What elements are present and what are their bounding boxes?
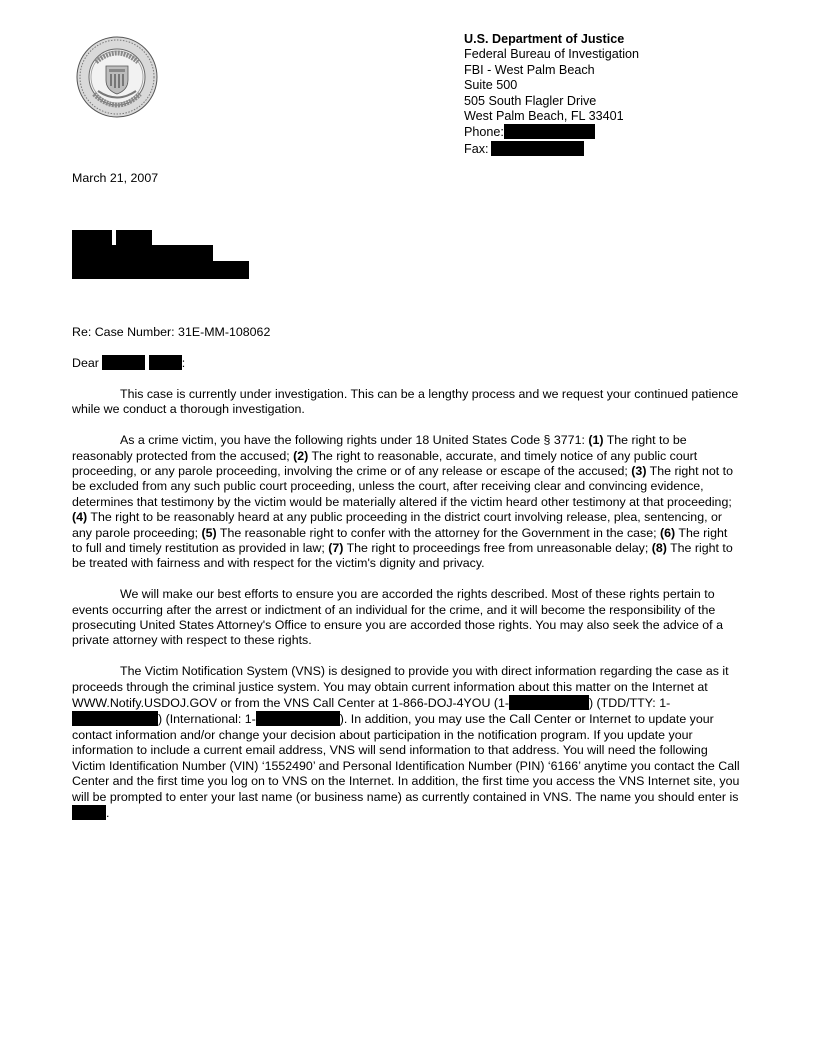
right-text: The right to reasonable, accurate, and timely notice of any public court proceeding, or any parole proceeding, involving the crime or of any release or escape of the accused; xyxy=(72,448,698,479)
letter-date: March 21, 2007 xyxy=(72,171,159,185)
right-text: The reasonable right to confer with the attorney for the Government in the case; xyxy=(216,525,661,540)
phone-line xyxy=(464,124,639,140)
right-number: (8) xyxy=(651,541,667,556)
vns-text: The Victim Notification System (VNS) is designed to provide you with direct information regarding the case as it proceeds through the criminal justice system. You may obtain current information about this matter on the Internet at WWW.Notify.USDOJ.GOV or from the VNS Call Center at 1-866-DOJ-4YOU (1- xyxy=(72,664,729,711)
right-text: The right to proceedings free from unreasonable delay; xyxy=(343,541,652,556)
right-number: (6) xyxy=(660,525,676,540)
right-text: The right to be reasonably protected from the accused; xyxy=(72,433,687,463)
vns-text: ) (TDD/TTY: 1- xyxy=(588,696,671,711)
right-number: (3) xyxy=(631,464,647,479)
right-text: The right to be reasonably heard at any public proceeding in the district court involving release, plea, sentencing, or any parole proceeding; xyxy=(72,510,722,540)
city-line: West Palm Beach, FL 33401 xyxy=(464,109,624,124)
redacted-number xyxy=(509,695,589,710)
right-number: (7) xyxy=(328,541,344,556)
redaction-bar xyxy=(116,230,152,246)
paragraph-vns xyxy=(72,664,740,821)
right-text: The right to be treated with fairness and with respect for the victim's dignity and privacy. xyxy=(72,541,733,571)
fbi-seal-logo xyxy=(76,36,158,118)
case-reference: Re: Case Number: 31E-MM-108062 xyxy=(72,325,271,339)
redacted-recipient-address xyxy=(72,230,252,280)
phone-label: Phone: xyxy=(464,125,504,140)
right-number: (1) xyxy=(588,433,604,448)
redacted-first-name xyxy=(102,355,145,370)
street-line: 505 South Flagler Drive xyxy=(464,93,597,108)
right-number: (5) xyxy=(201,525,217,540)
fax-label: Fax: xyxy=(464,141,489,156)
salutation xyxy=(72,355,185,370)
right-number: (2) xyxy=(293,448,309,463)
right-text: The right to full and timely restitution as provided in law; xyxy=(72,525,728,556)
paragraph-best-efforts: We will make our best efforts to ensure you are accorded the rights described. Most of these rights pertain to events occurring after the arrest or indictment of an individual for the crime, and it will become the responsibility of the prosecuting United States Attorney's Office to ensure you are accorded those rights. You may also seek the advice of a private attorney with respect to these rights. xyxy=(72,587,723,648)
paragraph-investigation: This case is currently under investigation. This can be a lengthy process and we request your continued patience while we conduct a thorough investigation. xyxy=(72,387,739,417)
salutation-prefix: Dear xyxy=(72,356,99,370)
redacted-vns-name xyxy=(72,805,106,820)
fax-line xyxy=(464,141,639,157)
redaction-bar xyxy=(72,245,213,262)
right-number: (4) xyxy=(72,510,88,525)
salutation-suffix: : xyxy=(181,356,186,370)
redacted-tdd-number xyxy=(72,711,158,726)
right-text: The right not to be excluded from any such public court proceeding, unless the court, after receiving clear and convincing evidence, determines that testimony by the victim would be materially altered if the victim heard other testimony at that proceeding; xyxy=(72,464,734,509)
redacted-fax xyxy=(491,141,584,156)
redaction-bar xyxy=(72,261,249,279)
suite-line: Suite 500 xyxy=(464,78,518,93)
redacted-last-name xyxy=(149,355,182,370)
redacted-international-number xyxy=(256,711,340,726)
redacted-phone xyxy=(504,124,595,139)
letter-body xyxy=(72,387,740,837)
vns-text: ). In addition, you may use the Call Center or Internet to update your contact information and/or change your decision about participation in the notification program. If you update your information to include a current email address, VNS will send information to that address. You will need the following Victim Identification Number (VIN) ‘1552490’ and Personal Identification Number (PIN) ‘6166’ anytime you contact the Call Center and the first time you log on to VNS on the Internet. In addition, the first time you access the VNS Internet site, you will be prompted to enter your last name (or business name) as currently contained in VNS. The name you should enter is xyxy=(72,712,740,804)
paragraph-victim-rights xyxy=(72,433,740,572)
bureau-name: Federal Bureau of Investigation xyxy=(464,47,640,62)
redaction-bar xyxy=(72,230,112,246)
vns-text: ) (International: 1- xyxy=(158,712,256,727)
vns-text: . xyxy=(106,805,110,820)
letterhead xyxy=(464,32,639,157)
department-name: U.S. Department of Justice xyxy=(464,32,625,46)
rights-intro: As a crime victim, you have the following rights under 18 United States Code § 3771: xyxy=(120,433,589,448)
office-name: FBI - West Palm Beach xyxy=(464,62,595,77)
